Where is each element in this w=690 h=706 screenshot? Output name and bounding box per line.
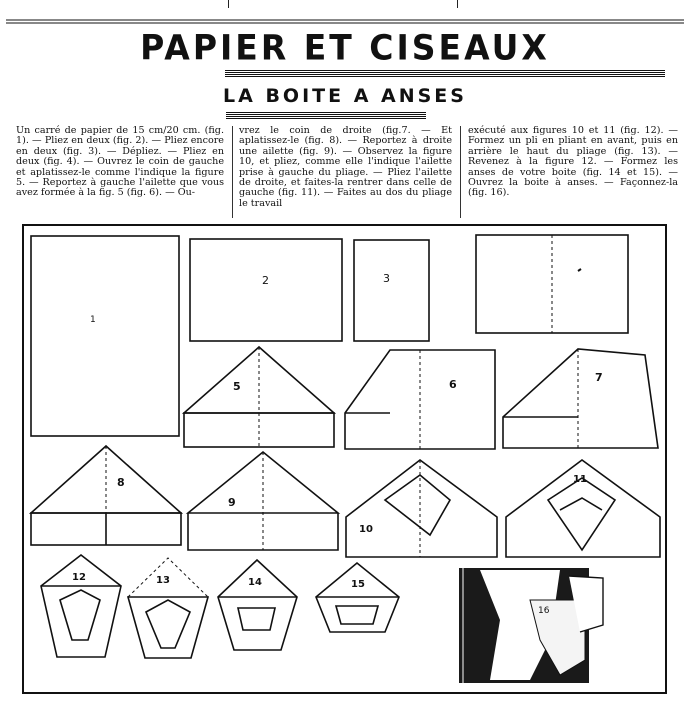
figure-4 — [476, 235, 628, 333]
figure-8 — [31, 446, 181, 545]
figure-label-15: 15 — [351, 579, 365, 590]
figure-14 — [218, 560, 297, 650]
figure-label-14: 14 — [248, 577, 262, 588]
figure-label-8: 8 — [117, 476, 125, 489]
article-column-3: exécuté aux figures 10 et 11 (fig. 12). — Formez un pli en pliant en avant, puis en arrière le haut du pliage (fig. 13). — Revenez à la figure 12. — Formez les anses de votre boite (fig. 14 et 15). — Ouvrez la boite à anses. — Façonnez-la (fig. 16). — [468, 125, 678, 199]
article-column-2: vrez le coin de droite (fig.7. — Et aplatissez-le (fig. 8). — Reportez à droite une ailette (fig. 9). — Observez la figure 10, et pliez, comme elle l'indique l'ailette prise à gauche du pliage. — Pliez l'ailette de droite, et faites-la rentrer dans celle de gauche (fig. 11). — Faites au dos du pliage le travail — [239, 125, 452, 209]
figure-label-5: 5 — [233, 380, 241, 393]
figure-2 — [190, 239, 342, 341]
figure-16 — [459, 568, 603, 683]
figure-label-2: 2 — [262, 274, 269, 287]
figure-1 — [31, 236, 179, 436]
figure-3 — [354, 240, 429, 341]
figure-label-1: 1 — [90, 315, 96, 325]
figure-10 — [346, 460, 497, 557]
figure-label-11: 11 — [573, 474, 587, 485]
figure-label-3: 3 — [383, 272, 390, 285]
figure-label-9: 9 — [228, 496, 236, 509]
figure-9 — [188, 452, 338, 550]
figure-15 — [316, 563, 399, 632]
article-column-1: Un carré de papier de 15 cm/20 cm. (fig. 1). — Pliez en deux (fig. 2). — Pliez encore en deux (fig. 3). — Dépliez. — Pliez en deux (fig. 4). — Ouvrez le coin de gauche et aplatissez-le comme l'indique la figure 5. — Reportez à gauche l'ailette que vous avez formée à la fig. 5 (fig. 6). — Ou- — [16, 125, 224, 199]
figure-12 — [41, 555, 121, 657]
figure-label-16: 16 — [538, 606, 550, 616]
figure-label-13: 13 — [156, 575, 170, 586]
page-subtitle: LA BOITE A ANSES — [223, 85, 467, 107]
figure-label-6: 6 — [449, 378, 457, 391]
figure-13 — [128, 558, 208, 658]
figure-11 — [506, 460, 660, 557]
figure-label-12: 12 — [72, 572, 86, 583]
figure-6 — [345, 350, 495, 449]
figure-label-10: 10 — [359, 524, 373, 535]
figure-7 — [503, 349, 658, 448]
page-title: PAPIER ET CISEAUX — [140, 27, 550, 68]
figure-5 — [184, 347, 334, 447]
figure-label-7: 7 — [595, 371, 603, 384]
